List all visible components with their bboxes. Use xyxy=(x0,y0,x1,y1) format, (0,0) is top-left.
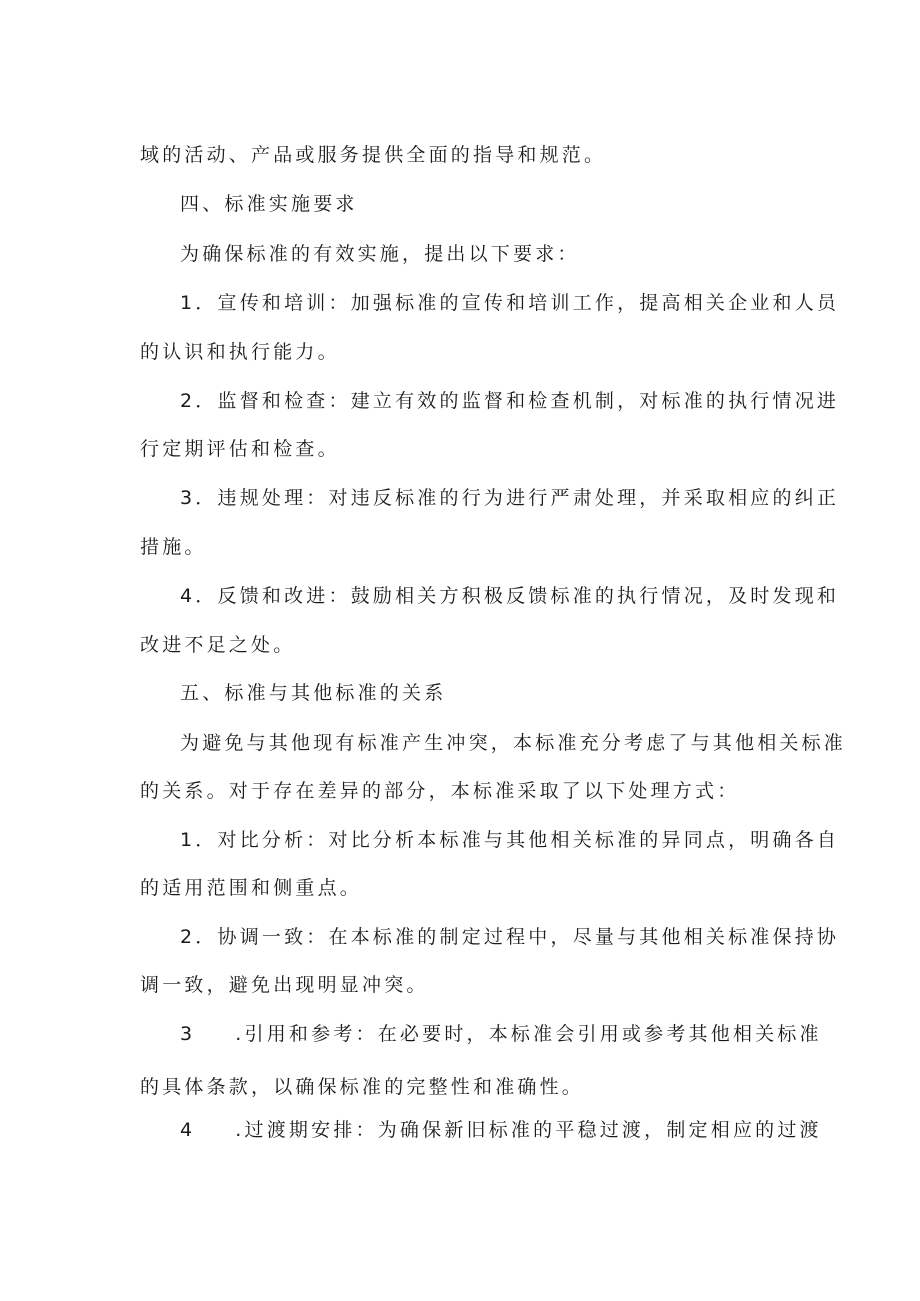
section-5-item-3-line-2: 的具体条款，以确保标准的完整性和准确性。 xyxy=(140,1076,585,1098)
section-5-item-1-line-2: 的适用范围和侧重点。 xyxy=(140,877,363,899)
section-4-intro: 为确保标准的有效实施，提出以下要求： xyxy=(180,243,580,265)
section-4-item-4-line-1: 4．反馈和改进：鼓励相关方积极反馈标准的执行情况，及时发现和 xyxy=(180,585,840,607)
item-number: 3 xyxy=(180,1023,196,1045)
section-5-item-3-line-1 xyxy=(180,1022,822,1046)
section-5-item-1-line-1: 1．对比分析：对比分析本标准与其他相关标准的异同点，明确各自 xyxy=(180,829,840,851)
item-number: 4 xyxy=(180,1119,196,1141)
item-text: .过渡期安排：为确保新旧标准的平稳过渡，制定相应的过渡 xyxy=(235,1119,822,1141)
section-4-item-4-line-2: 改进不足之处。 xyxy=(140,634,296,656)
section-4-item-1-line-1: 1．宣传和培训：加强标准的宣传和培训工作，提高相关企业和人员 xyxy=(180,292,840,314)
section-4-item-2-line-2: 行定期评估和检查。 xyxy=(140,438,340,460)
section-5-intro-line-1: 为避免与其他现有标准产生冲突，本标准充分考虑了与其他相关标准 xyxy=(180,732,847,754)
section-5-item-2-line-2: 调一致，避免出现明显冲突。 xyxy=(140,974,429,996)
continuation-text: 域的活动、产品或服务提供全面的指导和规范。 xyxy=(140,144,607,166)
section-4-heading: 四、标准实施要求 xyxy=(180,193,358,215)
section-5-item-4-line-1 xyxy=(180,1118,822,1142)
section-5-intro-line-2: 的关系。对于存在差异的部分，本标准采取了以下处理方式： xyxy=(140,780,740,802)
section-5-item-2-line-1: 2．协调一致：在本标准的制定过程中，尽量与其他相关标准保持协 xyxy=(180,926,840,948)
section-4-item-2-line-1: 2．监督和检查：建立有效的监督和检查机制，对标准的执行情况进 xyxy=(180,390,840,412)
section-4-item-3-line-2: 措施。 xyxy=(140,536,207,558)
section-4-item-1-line-2: 的认识和执行能力。 xyxy=(140,341,340,363)
item-text: .引用和参考：在必要时，本标准会引用或参考其他相关标准 xyxy=(235,1023,822,1045)
section-5-heading: 五、标准与其他标准的关系 xyxy=(180,682,447,704)
section-4-item-3-line-1: 3．违规处理：对违反标准的行为进行严肃处理，并采取相应的纠正 xyxy=(180,487,840,509)
